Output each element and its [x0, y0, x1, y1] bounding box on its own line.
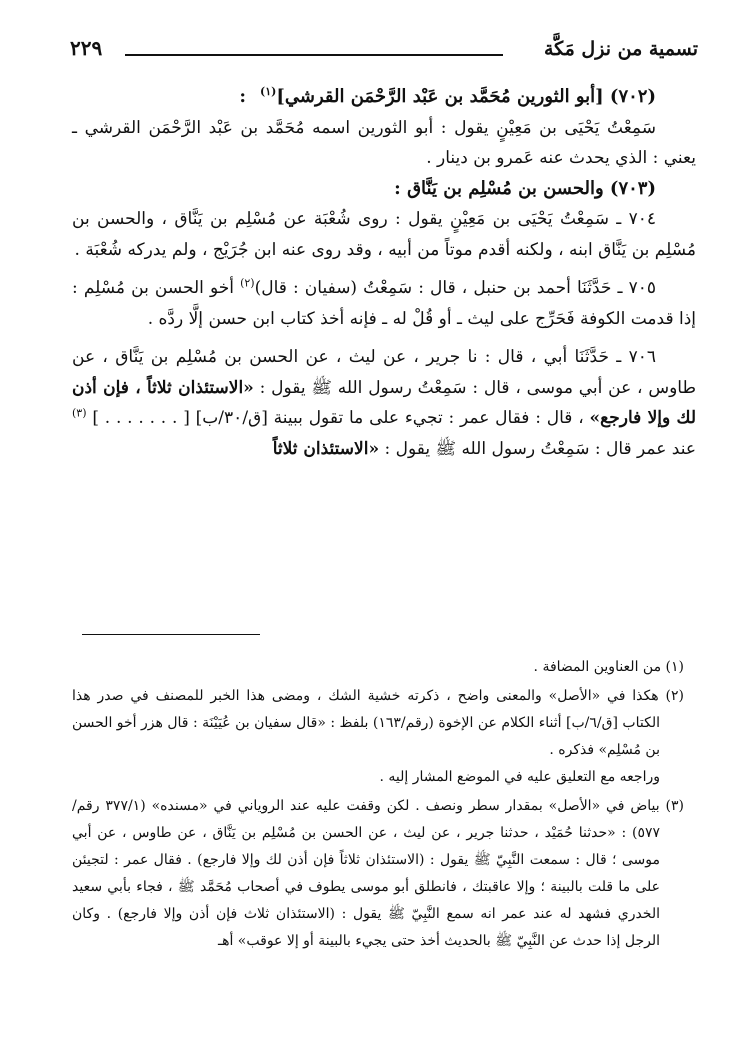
- main-text: [72, 82, 696, 464]
- entry-702-heading: (٧٠٢) [أبو الثورين مُحَمَّد بن عَبْد الرَّحْمَن القرشي]$^{(١)}$:: [239, 85, 656, 107]
- entry-703-heading: (٧٠٣) والحسن بن مُسْلِم بن يَنَّاق :: [394, 177, 656, 199]
- hadith-quote: «الاستئذان ثلاثاً ، فإن أذن لك وإلا فارجع»: [72, 377, 697, 428]
- running-title: تسمية من نزل مَكَّة: [543, 38, 698, 60]
- footnote-ref-3[interactable]: (٣): [72, 406, 87, 420]
- footnote-3: (٣) بياض في «الأصل» بمقدار سطر ونصف . لكن وقفت عليه عند الروياني في «مسنده» (٣٧٧/١ رقم/٥٧٧) : «حدثنا حُمَيْد ، حدثنا جرير ، عن ليث ، عن الحسن بن مُسْلِم بن يَنَّاق ، عن طاوس ، عن أبي موسى ؛ قال : سمعت النَّبِيّ ﷺ يقول : (الاستئذان ثلاثاً فإن أذن لك وإلا فارجع) . فقال عمر : لتجيئن على ما قلت بالبينة ؛ وإلا عاقبتك ، فانطلق أبو موسى يطوف في أصحاب مُحَمَّد ﷺ ، فجاء بأبي سعيد الخدري فشهد له عند عمر انه سمع النَّبِيّ ﷺ يقول : (الاستئذان ثلاث فإن أذن وإلا فارجع) . وكان الرجل إذا حدث عن النَّبِيّ ﷺ بالحديث أخذ حتى يجيء بالبينة أو إلا عوقب» أهـ: [72, 798, 685, 949]
- footnote-2-continuation: وراجعه مع التعليق عليه في الموضع المشار إليه .: [379, 769, 660, 785]
- entry-706-text: ٧٠٦ ـ حَدَّثَنَا أبي ، قال : نا جرير ، عن ليث ، عن الحسن بن مُسْلِم بن يَنَّاق ، عن طاوس ، عن أبي موسى ، قال : سَمِعْتُ رسول الله ﷺ يقول : «الاستئذان ثلاثاً ، فإن أذن لك وإلا فارجع» ، قال : فقال عمر : تجيء على ما تقول ببينة [ق/٣٠/ب] [ . . . . . . . ] $^{(٣)}$ عند عمر قال : سَمِعْتُ رسول الله ﷺ يقول : «الاستئذان ثلاثاً: [72, 347, 697, 459]
- footnote-1: (١) من العناوين المضافة .: [533, 659, 684, 675]
- header-rule: [125, 54, 503, 56]
- entry-705-text: ٧٠٥ ـ حَدَّثَنَا أحمد بن حنبل ، قال : سَمِعْتُ (سفيان : قال)$^{(٢)}$ أخو الحسن بن مُسْلِم : إذا قدمت الكوفة فَحَرِّج على ليث ـ أو قُلْ له ـ فإنه أخذ كتاب ابن حسن إلَّا ردَّه .: [72, 276, 696, 329]
- entry-702-text: سَمِعْتُ يَحْيَى بن مَعِيْنٍ يقول : أبو الثورين اسمه مُحَمَّد بن عَبْد الرَّحْمَن القرشي ـ يعني : الذي يحدث عنه عَمرو بن دينار .: [72, 117, 696, 168]
- footnote-separator: [82, 634, 260, 635]
- footnote-ref-2[interactable]: (٢): [240, 276, 255, 290]
- page-number: ٢٢٩: [70, 36, 103, 60]
- footnote-2: (٢) هكذا في «الأصل» والمعنى واضح ، ذكرته خشية الشك ، ومضى هذا الخبر للمصنف في صدر هذا الكتاب [ق/٦/ب] أثناء الكلام عن الإخوة (رقم/١٦٣) بلفظ : «قال سفيان بن عُيَيْنَة : قال هزر أخو الحسن بن مُسْلِم» فذكره .: [72, 688, 684, 758]
- footnotes: [72, 654, 684, 955]
- entry-704-text: ٧٠٤ ـ سَمِعْتُ يَحْيَى بن مَعِيْنٍ يقول : روى شُعْبَة عن مُسْلِم بن يَنَّاق ، والحسن بن مُسْلِم بن يَنَّاق ابنه ، ولكنه أقدم موتاً من أبيه ، وقد روى عنه ابن جُرَيْج ، ولم يدركه شُعْبَة .: [72, 209, 696, 260]
- hadith-quote-2: «الاستئذان ثلاثاً: [272, 438, 380, 459]
- footnote-ref-1[interactable]: (١): [260, 85, 277, 98]
- running-header: [70, 28, 698, 68]
